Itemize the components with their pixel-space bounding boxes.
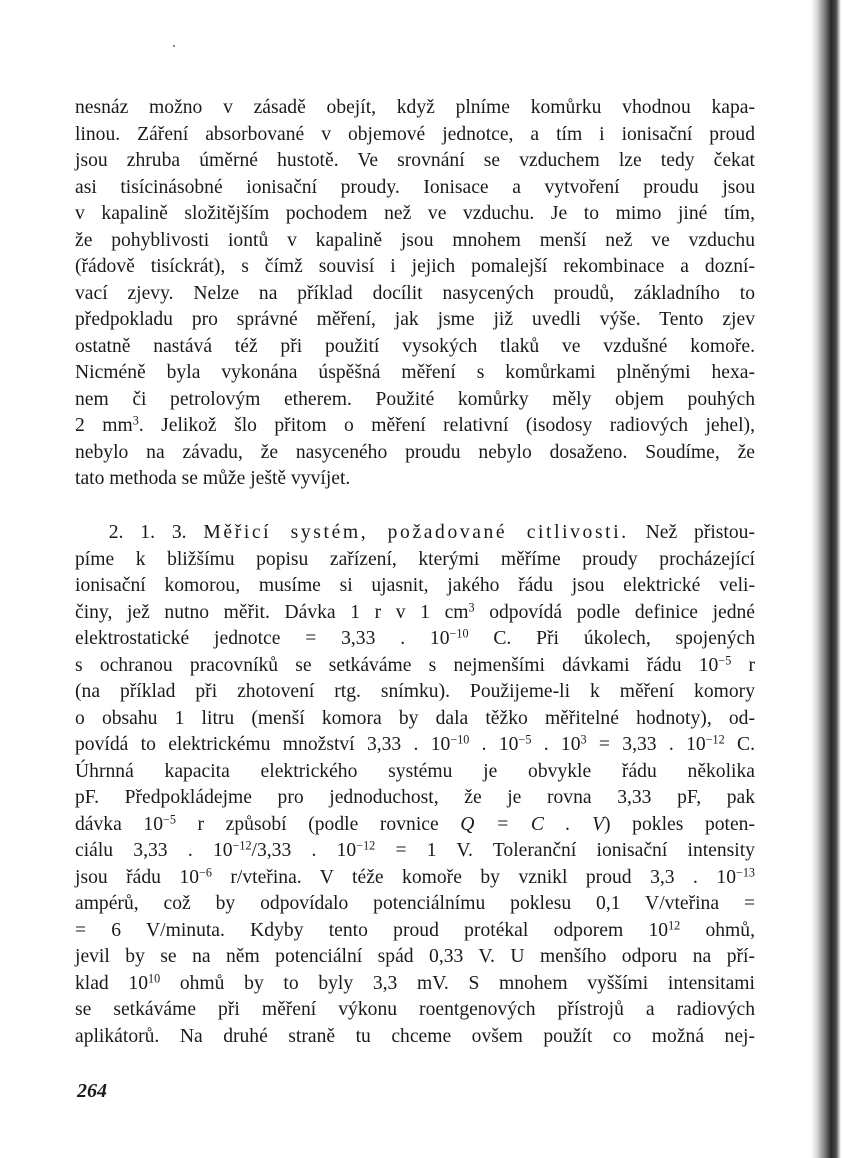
- text-line: [75, 732, 755, 759]
- superscript: −10: [450, 732, 470, 747]
- book-spine-shadow: [811, 0, 847, 1158]
- text-run: elektrostatické jednotce = 3,33 . 10: [75, 628, 450, 649]
- text-line: nesnáz možno v zásadě obejít, když plníme komůrku vhodnou kapa-: [75, 97, 755, 118]
- text-run: činy, jež nutno měřit. Dávka 1 r v 1 cm: [75, 601, 469, 623]
- section-heading-line: [75, 520, 755, 547]
- text-run: odpovídá podle definice jedné: [474, 601, 755, 623]
- text-run: C. Při úkolech, spojených: [468, 628, 756, 649]
- equation: Q = C . V: [460, 813, 605, 835]
- text-line: ampérů, což by odpovídalo potenciálnímu poklesu 0,1 V/vteřina =: [75, 893, 755, 914]
- superscript: −13: [736, 864, 755, 879]
- text-line: vací zjevy. Nelze na příklad docílit nasycených proudů, základního to: [75, 282, 755, 304]
- text-run: jsou řádu 10: [75, 866, 200, 888]
- text-line: [75, 812, 755, 839]
- text-line: v kapalině složitějším pochodem než ve vzduchu. Je to mimo jiné tím,: [75, 203, 755, 224]
- text-run: povídá to elektrickému množství 3,33 . 10: [75, 734, 451, 755]
- text-line: pF. Předpokládejme pro jednoduchost, že je rovna 3,33 pF, pak: [75, 787, 755, 808]
- text-line: ostatně nastává též při použití vysokých tlaků ve vzdušné komoře.: [75, 335, 755, 357]
- text-line: aplikátorů. Na druhé straně tu chceme ovšem použít co možná nej-: [75, 1025, 755, 1047]
- text-line: předpokladu pro správné měření, jak jsme již uvedli výše. Tento zjev: [75, 309, 755, 330]
- superscript: −5: [163, 811, 176, 826]
- section-title: Měřicí systém, požadované citlivosti.: [203, 522, 629, 543]
- text-run: /3,33 . 10: [251, 840, 357, 861]
- section-measuring-system: [75, 520, 755, 1050]
- text-line: o obsahu 1 litru (menší komora by dala těžko měřitelné hodnoty), od-: [75, 707, 755, 729]
- superscript: 10: [148, 970, 161, 985]
- text-run: = 1 V. Toleranční ionisační intensity: [375, 840, 755, 861]
- text-line: [75, 653, 755, 680]
- superscript: −12: [356, 838, 376, 853]
- text-run: 2 mm: [75, 415, 133, 436]
- text-line: [75, 971, 755, 998]
- text-run: s ochranou pracovníků se setkáváme s nejmenšími dávkami řádu 10: [75, 654, 719, 676]
- superscript: 3: [132, 413, 139, 428]
- text-line: [75, 838, 755, 865]
- text-run: = 6 V/minuta. Kdyby tento proud protékal odporem 10: [75, 919, 669, 941]
- superscript: −12: [232, 838, 252, 853]
- text-line: (řádově tisíckrát), s čímž souvisí i jejich pomalejší rekombinace a dozní-: [75, 256, 755, 277]
- text-line: nebylo na závadu, že nasyceného proudu nebylo dosaženo. Soudíme, že: [75, 441, 755, 463]
- superscript: 3: [468, 599, 475, 614]
- text-line: Úhrnná kapacita elektrického systému je obvykle řádu několika: [75, 760, 755, 782]
- text-line: [75, 600, 755, 627]
- text-line: (na příklad při zhotovení rtg. snímku). Použijeme-li k měření komory: [75, 681, 755, 702]
- text-run: ohmů,: [680, 919, 755, 941]
- paragraph-liquid-chambers: [75, 95, 755, 493]
- superscript: −12: [705, 732, 725, 747]
- page-number: 264: [77, 1080, 107, 1102]
- text-run: r způsobí (podle rovnice: [175, 813, 461, 835]
- text-run: ohmů by to byly 3,3 mV. S mnohem vyššími intensitami: [160, 972, 755, 994]
- text-run: ciálu 3,33 . 10: [75, 840, 233, 861]
- text-line: ionisační komorou, musíme si ujasnit, jakého řádu jsou elektrické veli-: [75, 575, 755, 596]
- superscript: −5: [518, 732, 532, 747]
- text-run: = 3,33 . 10: [586, 734, 706, 755]
- text-line: [75, 626, 755, 653]
- text-line: nem či petrolovým etherem. Použité komůrky měly objem pouhých: [75, 388, 755, 410]
- text-run: . 10: [469, 734, 519, 755]
- text-run: ) pokles poten-: [604, 813, 756, 835]
- text-line: tato methoda se může ještě vyvíjet.: [75, 468, 351, 489]
- text-line: [75, 865, 755, 892]
- text-run: r/vteřina. V téže komoře by vznikl proud 3,3 . 10: [211, 866, 736, 888]
- text-run: klad 10: [75, 972, 149, 994]
- text-run: dávka 10: [75, 813, 163, 835]
- text-run: C.: [724, 734, 755, 755]
- text-line: Nicméně byla vykonána úspěšná měření s komůrkami plněnými hexa-: [75, 362, 755, 383]
- text-line: asi tisícinásobné ionisační proudy. Ionisace a vytvoření proudu jsou: [75, 176, 755, 198]
- text-run: . Jelikož šlo přitom o měření relativní (isodosy radiových jehel),: [138, 415, 755, 436]
- text-line: linou. Záření absorbované v objemové jednotce, a tím i ionisační proud: [75, 123, 755, 145]
- text-line: že pohyblivosti iontů v kapalině jsou mnohem menší než ve vzduchu: [75, 229, 755, 251]
- text-line: jevil by se na něm potenciální spád 0,33 V. U menšího odporu na pří-: [75, 946, 755, 967]
- text-line: [75, 413, 755, 440]
- text-run: Než přistou-: [628, 522, 755, 543]
- superscript: −6: [199, 864, 212, 879]
- text-line: píme k bližšímu popisu zařízení, kterými měříme proudy procházející: [75, 548, 755, 570]
- text-line: jsou zhruba úměrné hustotě. Ve srovnání se vzduchem lze tedy čekat: [75, 150, 755, 171]
- superscript: 3: [580, 732, 587, 747]
- text-line: se setkáváme při měření výkonu roentgenových přístrojů a radiových: [75, 999, 755, 1020]
- superscript: 12: [668, 917, 681, 932]
- text-run: . 10: [531, 734, 581, 755]
- scan-speck: [173, 45, 175, 47]
- text-line: [75, 918, 755, 945]
- superscript: −5: [718, 652, 732, 667]
- superscript: −10: [449, 626, 469, 641]
- text-run: r: [731, 654, 755, 676]
- section-number: 2. 1. 3.: [108, 522, 187, 543]
